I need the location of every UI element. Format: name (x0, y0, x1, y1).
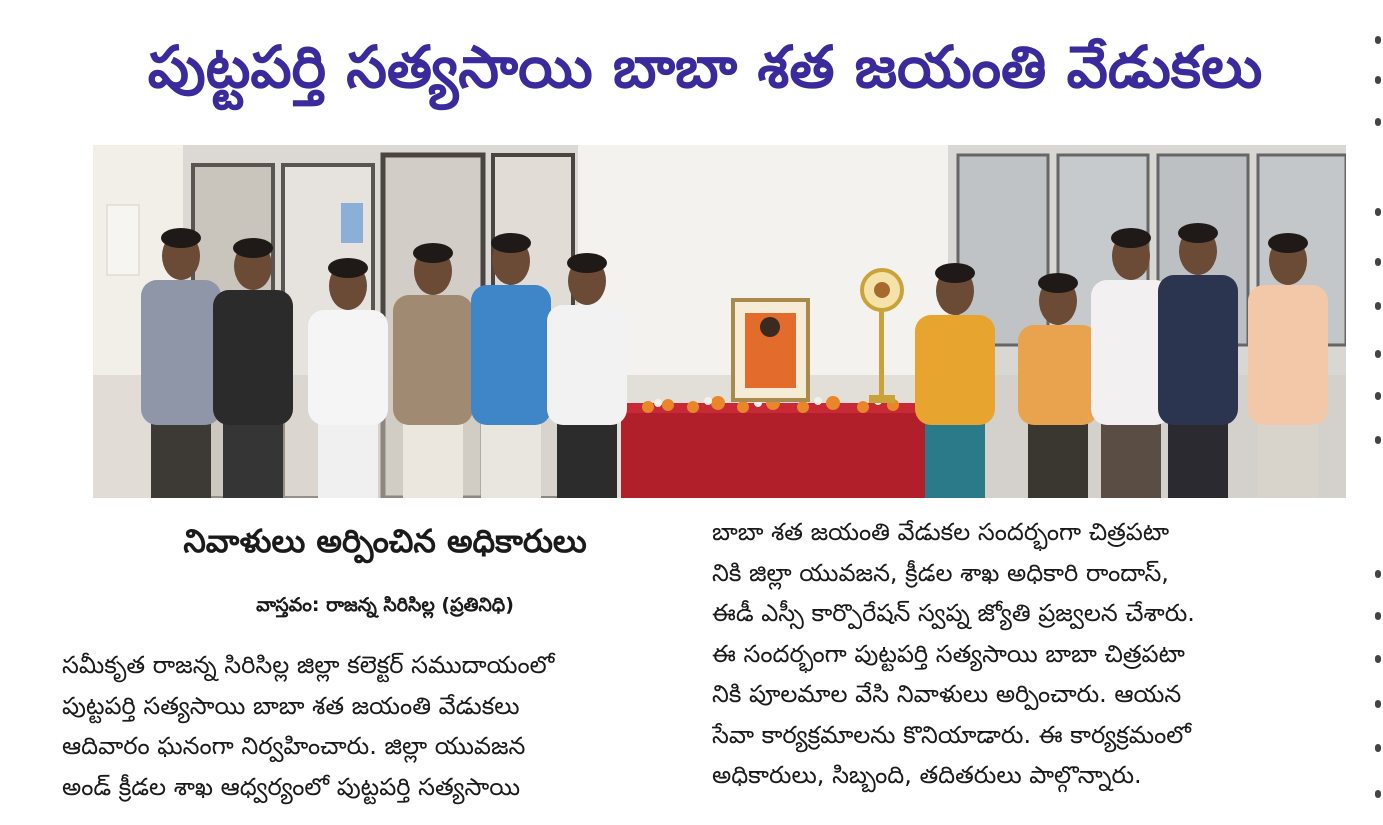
edge-mark (1375, 350, 1381, 358)
subheadline: నివాళులు అర్పించిన అధికారులు (183, 522, 587, 560)
edge-mark (1375, 302, 1381, 310)
dateline: వాస్తవం: రాజన్న సిరిసిల్ల (ప్రతినిధి) (256, 594, 514, 616)
article-line: నికి జిల్లా యువజన, క్రీడల శాఖ అధికారి రాందాస్, (712, 558, 1169, 587)
article-line: అండ్ క్రీడల శాఖ ఆధ్వర్యంలో పుట్టపర్తి సత్యసాయి (62, 772, 521, 801)
edge-mark (1375, 655, 1381, 663)
edge-mark (1375, 612, 1381, 620)
edge-mark (1375, 700, 1381, 708)
article-line: సేవా కార్యక్రమాలను కొనియాడారు. ఈ కార్యక్రమంలో (712, 720, 1191, 749)
edge-mark (1375, 76, 1381, 84)
edge-mark (1375, 118, 1381, 126)
article-line: పుట్టపర్తి సత్యసాయి బాబా శత జయంతి వేడుకలు (62, 691, 520, 720)
edge-mark (1375, 436, 1381, 444)
edge-mark (1375, 392, 1381, 400)
edge-mark (1375, 208, 1381, 216)
article-line: ఈడీ ఎస్సీ కార్పొరేషన్ స్వప్న జ్యోతి ప్రజ్వలన చేశారు. (712, 599, 1195, 627)
article-line: అధికారులు, సిబ్బంది, తదితరులు పాల్గొన్నారు. (712, 761, 1142, 789)
article-line: నికి పూలమాల వేసి నివాళులు అర్పించారు. ఆయన (712, 680, 1182, 708)
page-edge (1373, 0, 1383, 824)
headline: పుట్టపర్తి సత్యసాయి బాబా శత జయంతి వేడుకలు (147, 33, 1263, 101)
edge-mark (1375, 36, 1381, 44)
group-photo-icon (93, 145, 1346, 498)
edge-mark (1375, 790, 1381, 798)
edge-mark (1375, 744, 1381, 752)
article-line: ఆదివారం ఘనంగా నిర్వహించారు. జిల్లా యువజన (62, 732, 526, 760)
article-column-left (62, 645, 692, 825)
article-line: బాబా శత జయంతి వేడుకల సందర్భంగా చిత్రపటా (712, 518, 1170, 546)
article-line: ఈ సందర్భంగా పుట్టపర్తి సత్యసాయి బాబా చిత్రపటా (712, 639, 1185, 668)
edge-mark (1375, 570, 1381, 578)
edge-mark (1375, 258, 1381, 266)
article-line: సమీకృత రాజన్న సిరిసిల్ల జిల్లా కలెక్టర్ సముదాయంలో (62, 651, 555, 679)
news-photo (93, 145, 1346, 498)
article-column-right (712, 512, 1342, 812)
